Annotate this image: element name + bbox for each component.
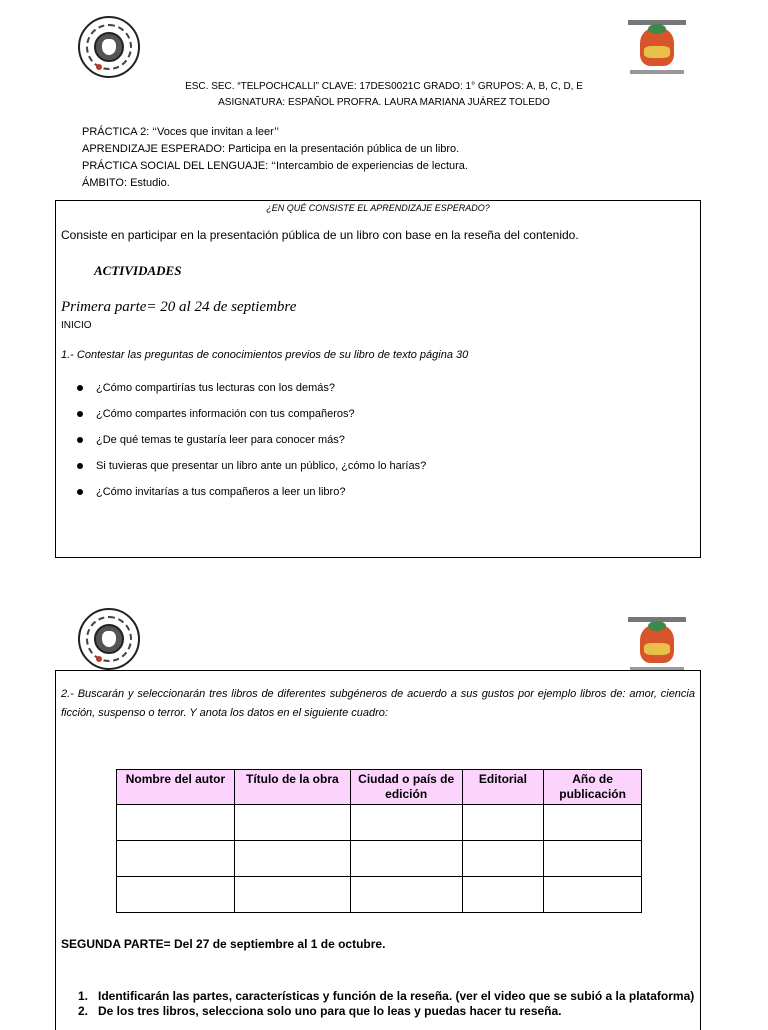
steps-list	[78, 989, 694, 1019]
step-text: De los tres libros, selecciona solo uno para que lo leas y puedas hacer tu reseña.	[98, 1004, 562, 1018]
col-city: Ciudad o país de edición	[350, 770, 462, 805]
col-year: Año de publicación	[544, 770, 642, 805]
practica-line: PRÁCTICA 2: ‘‘Voces que invitan a leer’’	[82, 126, 279, 138]
school-logo-left	[78, 16, 140, 78]
part-one-heading: Primera parte= 20 al 24 de septiembre	[61, 299, 297, 315]
aprendizaje-answer: Consiste en participar en la presentación pública de un libro con base en la reseña del contenido.	[61, 228, 579, 242]
list-item: ¿Cómo compartirías tus lecturas con los demás?	[56, 380, 696, 406]
books-table	[116, 769, 642, 913]
col-author: Nombre del autor	[117, 770, 235, 805]
list-item: Si tuvieras que presentar un libro ante un público, ¿cómo lo harías?	[56, 458, 696, 484]
part-two-heading: SEGUNDA PARTE= Del 27 de septiembre al 1 de octubre.	[61, 937, 386, 951]
list-item	[78, 989, 694, 1004]
step-text: Identificarán las partes, características y función de la reseña. (ver el video que se subió a la plataforma)	[98, 989, 695, 1003]
table-header-row	[117, 770, 642, 805]
practica-social-line: PRÁCTICA SOCIAL DEL LENGUAJE: ‘‘Intercambio de experiencias de lectura.	[82, 160, 468, 172]
list-item: ¿Cómo compartes información con tus compañeros?	[56, 406, 696, 432]
aprendizaje-question: ¿EN QUÉ CONSISTE EL APRENDIZAJE ESPERADO?	[266, 203, 490, 213]
ambito-line: ÁMBITO: Estudio.	[82, 177, 170, 189]
header-line-1: ESC. SEC. “TELPOCHCALLI” CLAVE: 17DES0021C GRADO: 1° GRUPOS: A, B, C, D, E	[185, 81, 583, 92]
questions-list	[56, 380, 696, 510]
list-item: ¿De qué temas te gustaría leer para conocer más?	[56, 432, 696, 458]
table-row	[117, 805, 642, 841]
school-logo-right	[628, 20, 686, 76]
col-title: Título de la obra	[234, 770, 350, 805]
list-item	[78, 1004, 694, 1019]
inicio-label: INICIO	[61, 320, 92, 331]
table-row	[117, 841, 642, 877]
activities-heading: ACTIVIDADES	[94, 263, 182, 278]
col-publisher: Editorial	[462, 770, 544, 805]
activity-2-box	[55, 670, 701, 1030]
header-line-2: ASIGNATURA: ESPAÑOL PROFRA. LAURA MARIANA JUÁREZ TOLEDO	[218, 97, 550, 108]
aprendizaje-line: APRENDIZAJE ESPERADO: Participa en la presentación pública de un libro.	[82, 143, 460, 155]
school-logo-right-2	[628, 617, 686, 673]
step-number: 1.	[78, 989, 89, 1003]
step-number: 2.	[78, 1004, 89, 1018]
school-logo-left-2	[78, 608, 140, 670]
list-item: ¿Cómo invitarías a tus compañeros a leer un libro?	[56, 484, 696, 510]
instruction-2: 2.- Buscarán y seleccionarán tres libros de diferentes subgéneros de acuerdo a sus gustos por ejemplo libros de: amor, ciencia ficción, suspenso o terror. Y anota los datos en el siguiente cuadro:	[61, 688, 695, 719]
aprendizaje-box	[55, 200, 701, 558]
table-row	[117, 877, 642, 913]
instruction-1: 1.- Contestar las preguntas de conocimientos previos de su libro de texto página 30	[61, 349, 469, 361]
